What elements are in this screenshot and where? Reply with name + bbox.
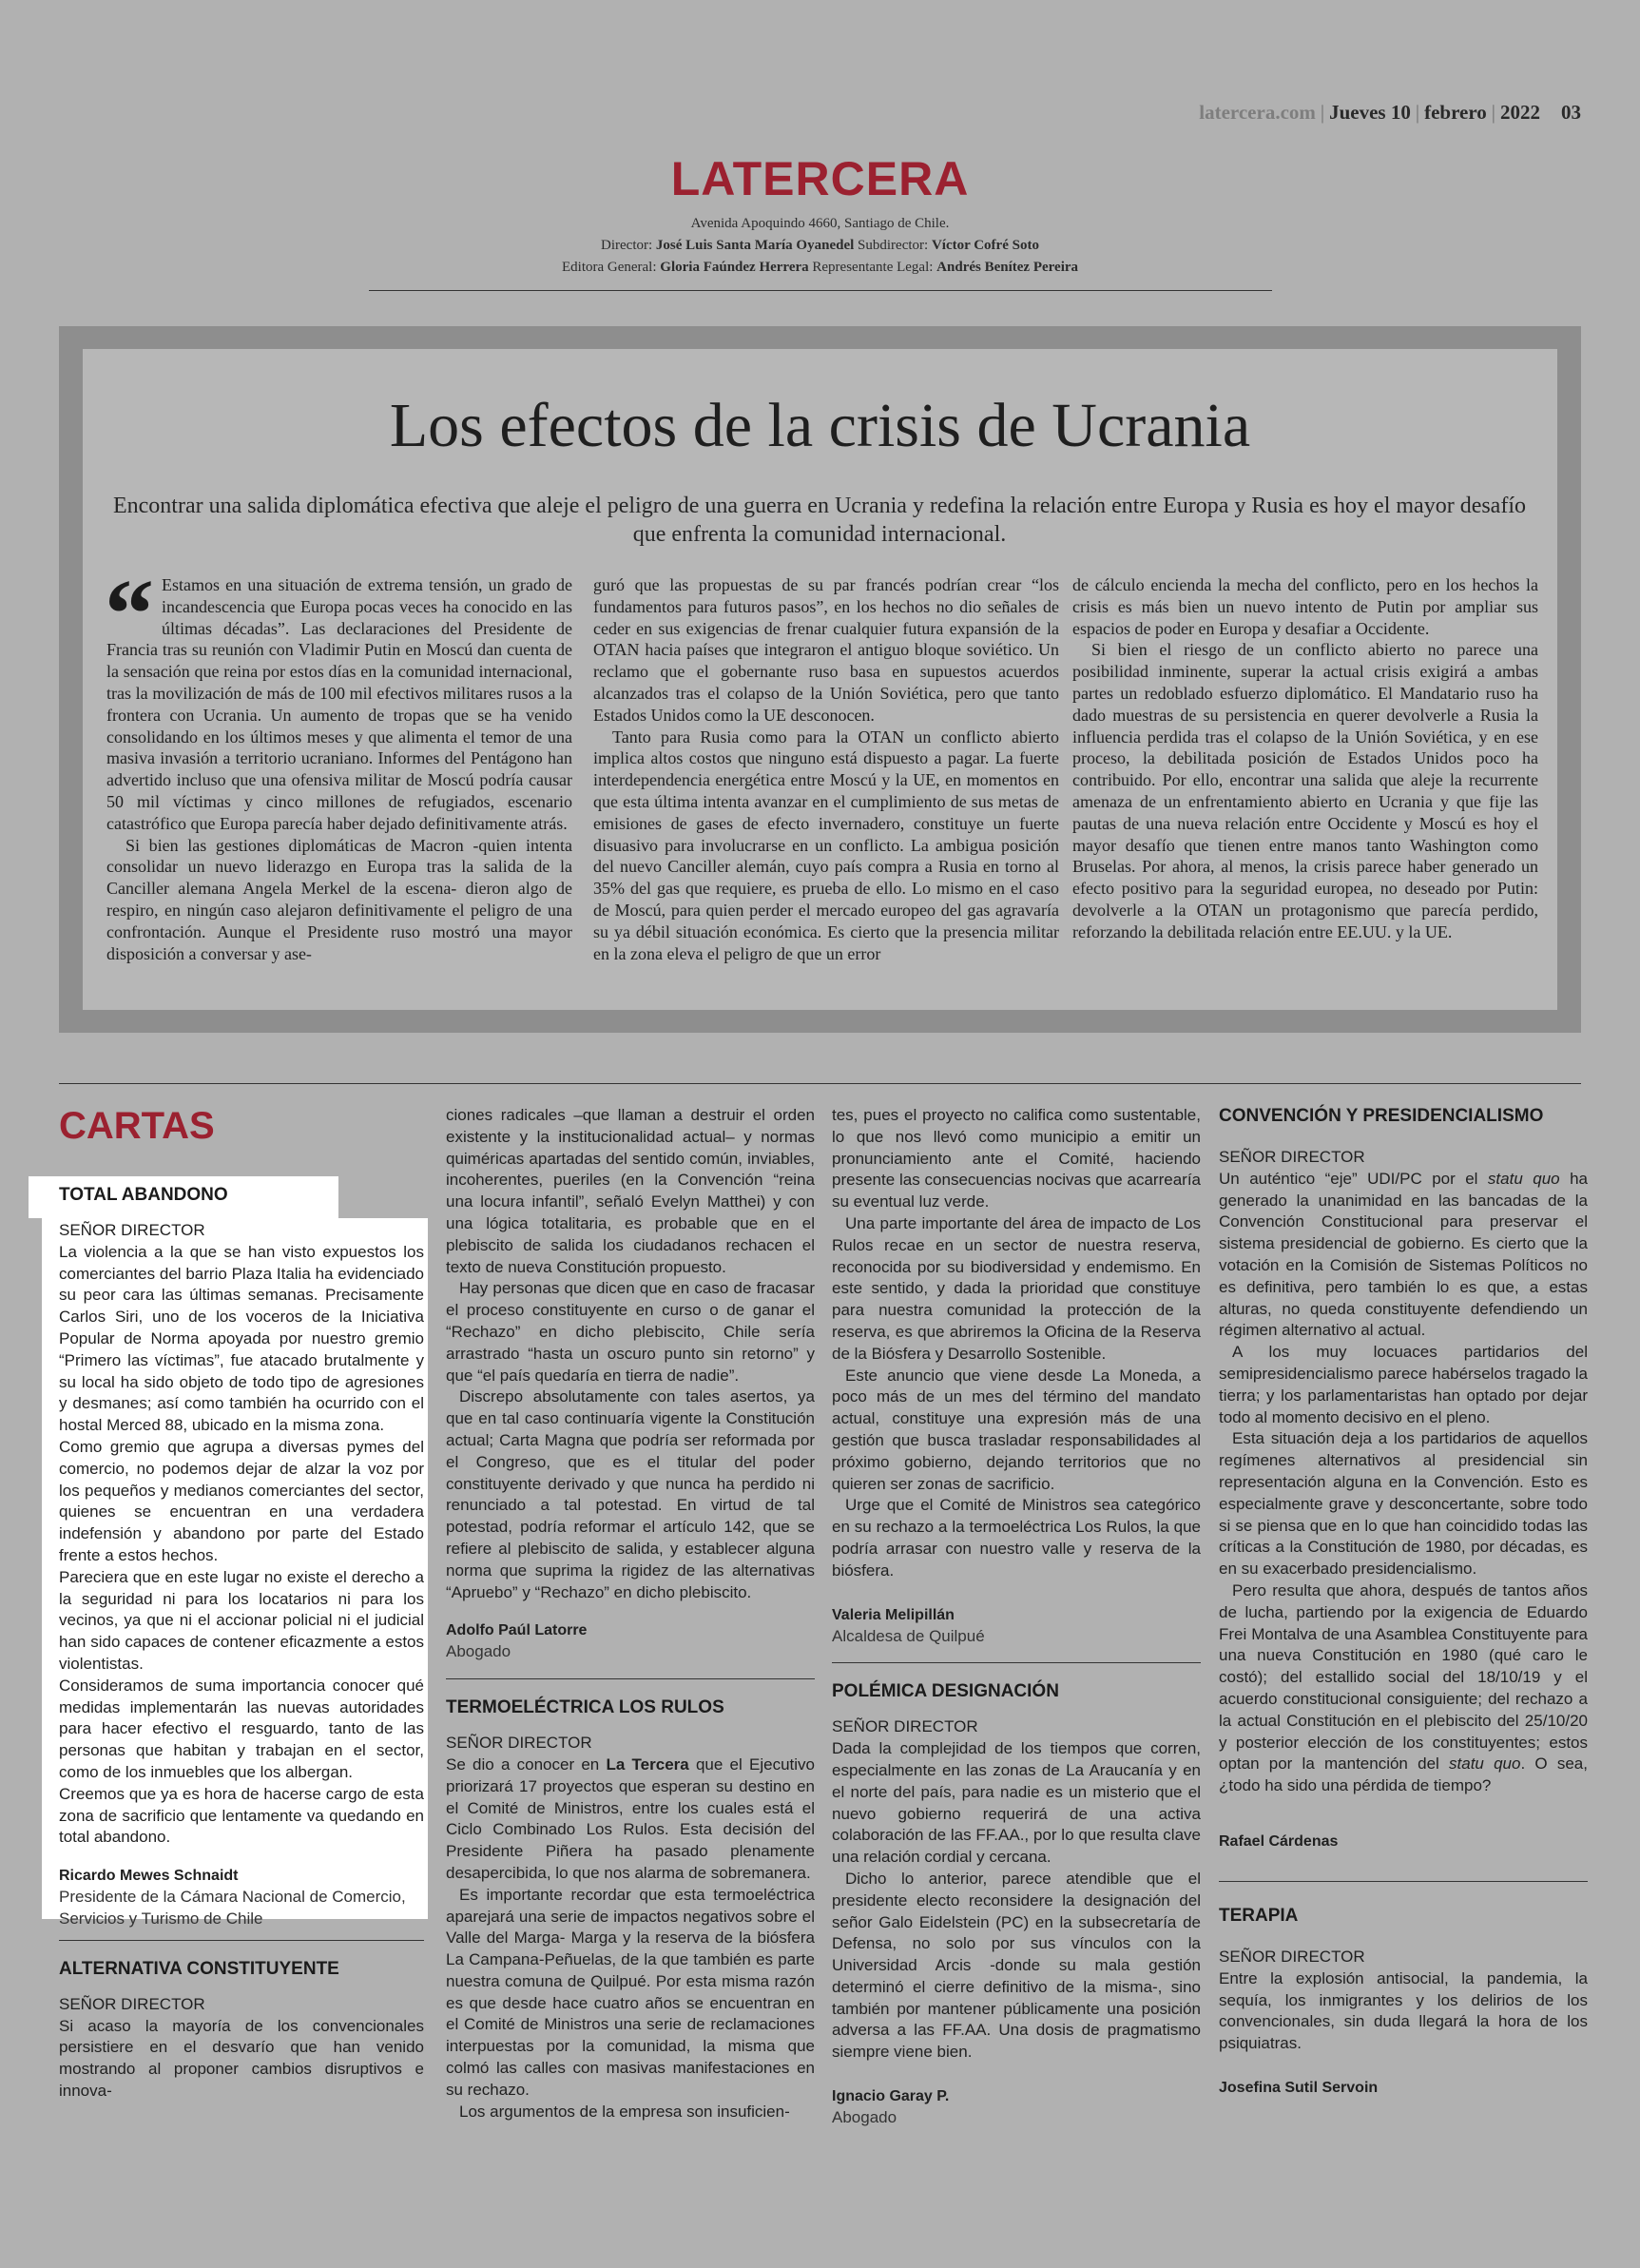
letter-author: Josefina Sutil Servoin [1219, 2079, 1379, 2096]
letter-paragraph: Creemos que ya es hora de hacerse cargo de esta zona de sacrificio que lentamente va quedando en total abandono. [59, 1784, 424, 1847]
letter-heading: POLÉMICA DESIGNACIÓN [832, 1681, 1059, 1702]
letter-paragraph: Es importante recordar que esta termoeléctrica aparejará una serie de impactos negativos sobre el Valle del Marga- Marga y la reserva de la biósfera La Campana-Peñuelas, de la que también es parte nuestra comuna de Quilpué. Por esta misma razón es que desde hace cuatro años se encuentran en el Comité de Ministros una serie de reclamaciones interpuestas por la comunidad, la misma que colmó las calles con masivas manifestaciones en su rechazo. [446, 1885, 815, 2099]
letter-salutation: SEÑOR DIRECTOR [59, 1221, 205, 1239]
newspaper-logo: LATERCERA [670, 152, 970, 205]
editorial-column-3 [1072, 574, 1538, 943]
letter-paragraph: Pero resulta que ahora, después de tantos años de lucha, partiendo por la exigencia de Eduardo Frei Montalva de una Asamblea Constituyente para una nueva Constitución en 1980 (qué caro le costó); del estallido social del 18/10/19 y el acuerdo constitucional consiguiente; del rechazo a la actual Constitución en el plebiscito del 25/10/20 y posterior elección de los constituyentes; estos optan por la mantención del statu quo. O sea, ¿todo ha sido una pérdida de tiempo? [1219, 1580, 1588, 1795]
letter-author-role: Presidente de la Cámara Nacional de Comercio, Servicios y Turismo de Chile [59, 1888, 406, 1928]
folio-year: 2022 [1500, 101, 1540, 124]
masthead [0, 152, 1640, 279]
letter-author-role: Alcaldesa de Quilpué [832, 1626, 985, 1645]
editorial-column-1 [105, 559, 572, 964]
address: Avenida Apoquindo 4660, Santiago de Chile. [690, 216, 950, 231]
italic-term: statu quo [1449, 1754, 1521, 1774]
letter-paragraph: Hay personas que dicen que en caso de fracasar el proceso constituyente en curso o de ganar el “Rechazo” en dicho plebiscito, Chile sería arrastrado “hasta un oscuro punto sin retorno” y que “el país quedaría en tierra de nadie”. [446, 1279, 815, 1385]
folio-month: febrero [1424, 101, 1487, 124]
letter-paragraph: Los argumentos de la empresa son insuficien- [459, 2102, 790, 2121]
letter-paragraph: Como gremio que agrupa a diversas pymes del comercio, no podemos dejar de alzar la voz por los pequeños y medianos comerciantes del sector, quienes se encuentran en una verdadera indefensión y abandono por parte del Estado frente a estos hechos. [59, 1437, 424, 1564]
editora-label: Editora General: [561, 260, 657, 275]
editorial-title: Los efectos de la crisis de Ucrania [389, 391, 1251, 460]
letter-paragraph: Dada la complejidad de los tiempos que corren, especialmente en las zonas de La Araucanía y en el norte del país, para nadie es un misterio que el nuevo gobierno requerirá de una activa colaboración de las FF.AA., por lo que resulta clave una relación cordial y cercana. [832, 1739, 1201, 1867]
letter-author: Ignacio Garay P. [832, 2088, 950, 2105]
masthead-divider [369, 290, 1272, 291]
director-name: José Luis Santa María Oyanedel [655, 238, 855, 253]
letter-author: Ricardo Mewes Schnaidt [59, 1868, 239, 1885]
letter-paragraph: Discrepo absolutamente con tales asertos, ya que en tal caso continuaría vigente la Constitución actual; Carta Magna que podría ser reformada por el Congreso, que es el titular del poder constituyente derivado y que nunca ha perdido ni renunciado a tal potestad. En virtud de tal potestad, podría reformar el artículo 142, que se refiere al plebiscito de salida, y establecer alguna norma que suprima la rigidez de las alternativas “Apruebo” y “Rechazo” en dicho plebiscito. [446, 1387, 815, 1601]
letter-paragraph: Pareciera que en este lugar no existe el derecho a la seguridad ni para los locatarios ni para los vecinos, ya que ni el accionar policial ni el judicial han sido capaces de contener eficazmente a estos violentistas. [59, 1567, 424, 1673]
letters-column-3 [832, 1105, 1201, 2129]
letter-paragraph: Una parte importante del área de impacto de Los Rulos recae en un sector de nuestra reserva, reconocida por su biodiversidad y endemismo. En este sentido, y dada la prioridad que constituye para nuestra comunidad la protección de la reserva, es que abriremos la Oficina de la Reserva de la Biósfera y Desarrollo Sostenible. [832, 1213, 1201, 1363]
section-title: CARTAS [59, 1105, 215, 1147]
letter-paragraph: Se dio a conocer en La Tercera que el Ejecutivo priorizará 17 proyectos que esperan su destino en el Comité de Ministros, entre los cuales está el Ciclo Combinado Los Rulos. Esta decisión del Presidente Piñera ha pasado plenamente desapercibida, lo que nos alarma de sobremanera. [446, 1754, 815, 1882]
letter-salutation: SEÑOR DIRECTOR [1219, 1148, 1365, 1166]
letter-author: Rafael Cárdenas [1219, 1832, 1339, 1850]
letter-paragraph: Un auténtico “eje” UDI/PC por el statu quo ha generado la unanimidad en las bancadas de la Convención Constitucional para preservar el sistema presidencial de gobierno. Es cierto que la votación en la Comisión de Sistemas Políticos no es definitiva, pero también lo es que, a estas alturas, no queda constituyente defendiendo un régimen alternativo al actual. [1219, 1169, 1588, 1340]
editorial-paragraph: Estamos en una situación de extrema tensión, un grado de incandescencia que Europa pocas veces ha conocido en las últimas décadas”. Las declaraciones del Presidente de Francia tras su reunión con Vladimir Putin en Moscú dan cuenta de la sensación que reina por estos días en la comunidad internacional, tras la movilización de más de 100 mil efectivos militares rusos a la frontera con Ucrania. Un aumento de tropas que se ha venido consolidando en los últimos meses y que alimenta el temor de una masiva invasión a territorio ucraniano. Informes del Pentágono han advertido incluso que una ofensiva militar de Moscú podría causar 50 mil víctimas y cinco millones de refugiados, escenario catastrófico que Europa parecía haber dejado definitivamente atrás. [106, 575, 572, 833]
letter-divider [59, 1940, 424, 1941]
letter-salutation: SEÑOR DIRECTOR [59, 1994, 205, 2013]
letter-paragraph: A los muy locuaces partidarios del semipresidencialismo parece habérselos tragado la tierra; y los parlamentaristas han optado por dejar todo al momento decisivo en el pleno. [1219, 1343, 1588, 1426]
subdirector-name: Víctor Cofré Soto [931, 238, 1039, 253]
site-link[interactable]: latercera.com [1199, 101, 1316, 124]
editorial-paragraph: Si bien el riesgo de un conflicto abierto no parece una posibilidad inminente, superar la actual crisis exigirá a ambas partes un redoblado esfuerzo diplomático. El Mandatario ruso ha dado muestras de su persistencia en querer devolverle a Rusia la influencia perdida tras el colapso de la Unión Soviética, y en ese proceso, la debilitada posición de Estados Unidos poco ha contribuido. Por ello, encontrar una salida que aleje la recurrente amenaza de un enfrentamiento abierto en Ucrania y que fije las pautas de una nueva relación entre Occidente y Moscú es hoy el mayor desafío que tienen entre manos tanto Washington como Bruselas. Por ahora, al menos, la crisis parece haber generado un efecto positivo para la seguridad europea, no deseado por Putin: devolverle a la OTAN un protagonismo que parecía perdido, reforzando la debilitada relación entre EE.UU. y la UE. [1072, 640, 1538, 941]
letters-column-2 [446, 1105, 815, 2123]
editorial-frame [59, 326, 1581, 1033]
section-divider [59, 1083, 1581, 1084]
quote-mark-icon: “ [105, 559, 154, 669]
director-label: Director: [601, 238, 653, 253]
letter-paragraph: Este anuncio que viene desde La Moneda, a poco más de un mes del término del mandato actual, constituye una expresión más de una gestión que busca trasladar responsabilidades al próximo gobierno, dejando territorios que no quieren ser zonas de sacrificio. [832, 1366, 1201, 1493]
letter-heading: TERMOELÉCTRICA LOS RULOS [446, 1697, 724, 1718]
staff-line-2 [0, 257, 1640, 279]
folio-day: Jueves 10 [1329, 101, 1411, 124]
letter-author-role: Abogado [446, 1642, 511, 1661]
folio: latercera.com | Jueves 10 | febrero | 2022 03 [1199, 101, 1581, 124]
page-number: 03 [1561, 101, 1581, 124]
editorial-column-2 [593, 574, 1059, 964]
letter-salutation: SEÑOR DIRECTOR [446, 1734, 592, 1753]
letter-paragraph: Urge que el Comité de Ministros sea categórico en su rechazo a la termoeléctrica Los Rulos, la que podría arrasar con nuestro valle y reserva de la biósfera. [832, 1496, 1201, 1580]
letter-author-role: Abogado [832, 2108, 897, 2127]
letter-divider [832, 1662, 1201, 1663]
editorial-paragraph: guró que las propuestas de su par francés podrían crear “los fundamentos para futuros pasos”, en los hechos no dio señales de ceder en sus exigencias de frenar cualquier futura expansión de la OTAN hacia países que integraron el antiguo bloque soviético. Un reclamo que el gobernante ruso basa en supuestos acuerdos alcanzados tras el colapso de la Unión Soviética, pero que tanto Estados Unidos como la UE desconocen. [593, 575, 1059, 725]
editora-name: Gloria Faúndez Herrera [660, 260, 809, 275]
letter-heading: ALTERNATIVA CONSTITUYENTE [59, 1958, 339, 1979]
staff-line-1 [0, 235, 1640, 257]
italic-term: statu quo [1487, 1169, 1560, 1188]
letter-paragraph: Dicho lo anterior, parece atendible que el presidente electo reconsidere la designación del señor Galo Eidelstein (PC) en la subsecretaría de Defensa, no solo por sus vínculos con la Universidad Arcis -donde su mala gestión determinó el cierre definitivo de la misma-, sino también por mantener públicamente una posición adversa a las FF.AA. Una dosis de pragmatismo siempre viene bien. [832, 1869, 1201, 2062]
newspaper-name: La Tercera [606, 1754, 689, 1774]
editorial-box [83, 349, 1557, 1010]
letters-column-4 [1219, 1105, 1588, 2099]
letter-heading: CONVENCIÓN Y PRESIDENCIALISMO [1219, 1106, 1544, 1126]
letter-heading: TOTAL ABANDONO [59, 1185, 228, 1205]
letter-paragraph: ciones radicales –que llaman a destruir el orden existente y la institucionalidad actual– y normas quiméricas apartadas del sentido común, inviables, incoherentes, pueriles (en la Convención “reina una locura infantil”, señaló Evelyn Matthei) y con una lógica totalitaria, es probable que en el plebiscito de salida los ciudadanos rechacen el texto de nueva Constitución propuesto. [446, 1106, 815, 1276]
subdirector-label: Subdirector: [858, 238, 929, 253]
letter-divider [1219, 1881, 1588, 1882]
editorial-paragraph: Tanto para Rusia como para la OTAN un conflicto abierto implica altos costos que ninguno está dispuesto a pagar. La fuerte interdependencia energética entre Moscú y la UE, en momentos en que esta última intenta avanzar en el cumplimiento de sus metas de emisiones de gases de efecto invernadero, constituye un fuerte disuasivo para involucrarse en un conflicto. La ambigua posición del nuevo Canciller alemán, cuyo país compra a Rusia en torno al 35% del gas que requiere, es prueba de ello. Lo mismo en el caso de Moscú, para quien perder el mercado europeo del gas agravaría su ya débil situación económica. Es cierto que la presencia militar en la zona eleva el peligro de que un error [593, 727, 1059, 963]
editorial-paragraph: Si bien las gestiones diplomáticas de Macron -quien intenta consolidar un nuevo liderazgo en Europa tras la salida de la Canciller alemana Angela Merkel de la escena- dieron algo de respiro, en ningún caso alejaron definitivamente el peligro de una confrontación. Aunque el Presidente ruso mostró una mayor disposición a conversar y ase- [106, 835, 572, 963]
editorial-paragraph: de cálculo encienda la mecha del conflicto, pero en los hechos la crisis es más bien un nuevo intento de Putin por ampliar sus espacios de poder en Europa y desafiar a Occidente. [1072, 575, 1538, 638]
legal-name: Andrés Benítez Pereira [936, 260, 1079, 275]
letter-paragraph: Si acaso la mayoría de los convencionales persistiere en el desvarío que han venido mostrando al proponer cambios disruptivos e innova- [59, 2016, 424, 2100]
letter-author: Adolfo Paúl Latorre [446, 1622, 588, 1639]
letter-heading: TERAPIA [1219, 1905, 1299, 1926]
letter-author: Valeria Melipillán [832, 1606, 955, 1623]
letter-paragraph: Consideramos de suma importancia conocer qué medidas implementarán las nuevas autoridades para hacer efectivo el resguardo, tanto de las personas que habitan y trabajan en el sector, como de los inmuebles que los albergan. [59, 1676, 424, 1781]
letter-salutation: SEÑOR DIRECTOR [1219, 1947, 1365, 1966]
letters-column-1 [59, 1184, 424, 2103]
letter-paragraph: Entre la explosión antisocial, la pandemia, la sequía, los inmigrantes y los delirios de los convencionales, sin duda llegará la hora de los psiquiatras. [1219, 1968, 1588, 2053]
letter-paragraph: La violencia a la que se han visto expuestos los comerciantes del barrio Plaza Italia ha evidenciado su peor cara las últimas semanas. Precisamente Carlos Siri, uno de los voceros de la Iniciativa Popular de Norma apoyada por nuestro gremio “Primero las víctimas”, fue atacado brutalmente y su local ha sido objeto de todo tipo de agresiones y desmanes; así como también ha ocurrido con el hostal Merced 88, ubicado en la misma zona. [59, 1242, 424, 1435]
legal-label: Representante Legal: [812, 260, 934, 275]
letter-paragraph: Esta situación deja a los partidarios de aquellos regímenes alternativos al presidencial sin representación alguna en la Convención. Esto es especialmente grave y desconcertante, sobre todo si se piensa que en lo que han coincidido todas las críticas a la Constitución de 1980, por décadas, es en su exacerbado presidencialismo. [1219, 1429, 1588, 1579]
letter-divider [446, 1678, 815, 1679]
letter-paragraph: tes, pues el proyecto no califica como sustentable, lo que nos llevó como municipio a emitir un pronunciamiento ante el Comité, haciendo presente las consecuencias nocivas que acarrearía su eventual luz verde. [832, 1106, 1201, 1212]
editorial-lead: Encontrar una salida diplomática efectiva que aleje el peligro de una guerra en Ucrania y redefina la relación entre Europa y Rusia es hoy el mayor desafío que enfrenta la comunidad internacional. [112, 494, 1526, 547]
letter-salutation: SEÑOR DIRECTOR [832, 1717, 978, 1736]
